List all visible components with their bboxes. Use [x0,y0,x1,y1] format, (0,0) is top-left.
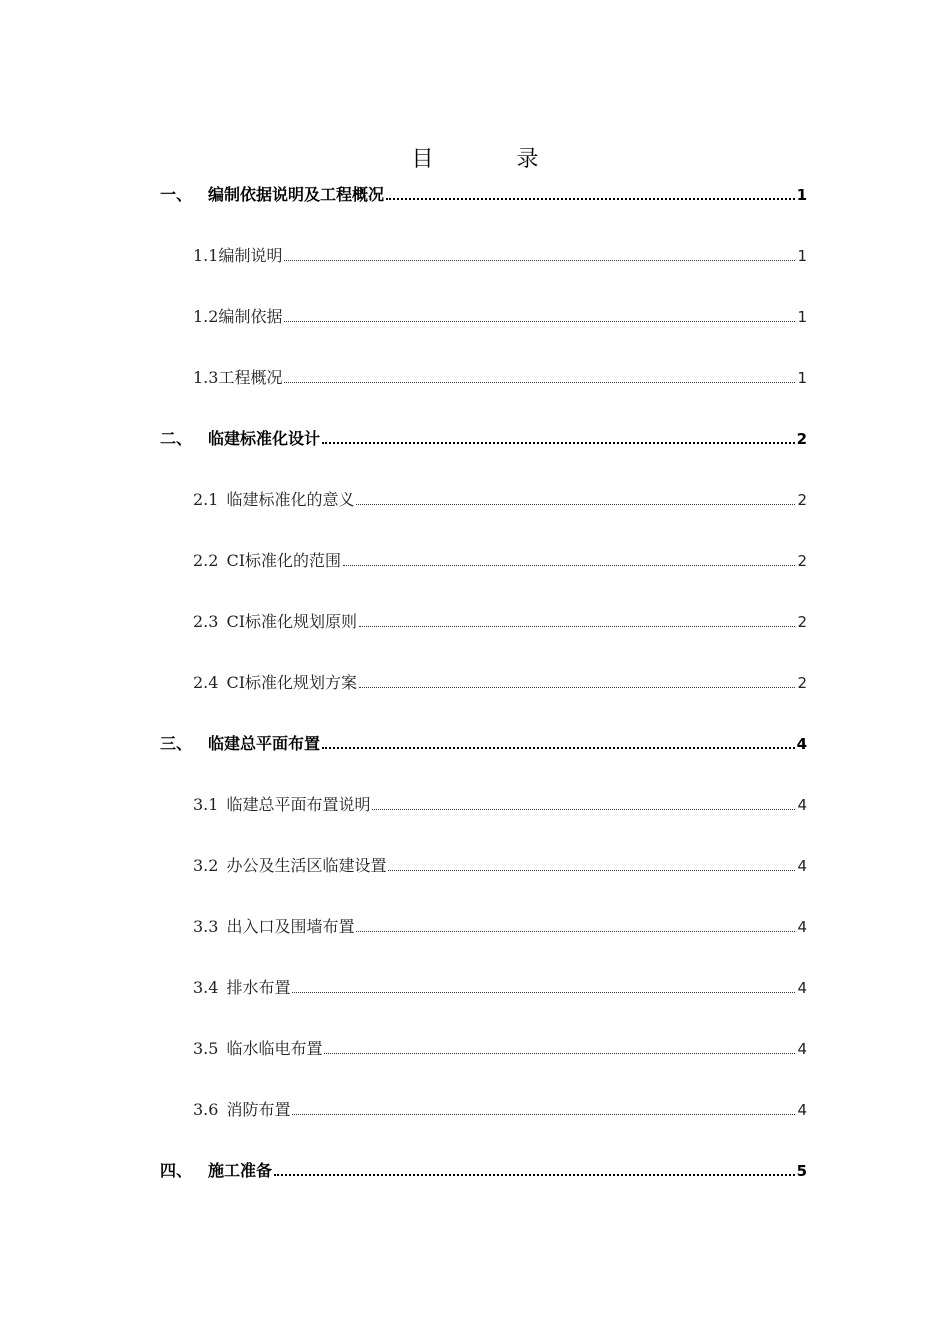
toc-page-number: 2 [797,552,807,570]
toc-section-entry[interactable] [160,486,807,547]
toc-entry-number: 3.4 [193,978,219,997]
toc-page-number: 1 [797,369,807,387]
toc-section-entry[interactable] [160,913,807,974]
toc-page-number: 2 [797,674,807,692]
toc-section-entry[interactable] [160,1096,807,1157]
toc-entry-title: 临建总平面布置说明 [226,795,371,814]
toc-section-entry[interactable] [160,547,807,608]
toc-page-number: 1 [797,247,807,265]
toc-entry-title: 临水临电布置 [226,1039,323,1058]
toc-dot-leader [372,809,795,810]
toc-page-number: 4 [797,1040,807,1058]
toc-page-number: 4 [797,979,807,997]
toc-dot-leader [324,1053,795,1054]
toc-dot-leader [356,504,795,505]
toc-entry-number: 1.3 [193,368,219,387]
toc-chapter-entry[interactable] [160,425,807,486]
toc-section-entry[interactable] [160,1035,807,1096]
toc-entry-title: 编制依据说明及工程概况 [208,185,385,204]
toc-dot-leader [322,747,795,749]
toc-list [160,181,807,1218]
toc-dot-leader [388,870,795,871]
toc-entry-number: 2.4 [193,673,219,692]
toc-entry-number: 四、 [160,1161,193,1180]
toc-entry-number: 2.1 [193,490,219,509]
toc-entry-title: 编制说明 [218,246,283,265]
toc-entry-number: 1.1 [193,246,219,265]
toc-dot-leader [292,1114,795,1115]
toc-dot-leader [284,321,795,322]
toc-dot-leader [284,260,795,261]
toc-page-number: 1 [797,308,807,326]
toc-page-number: 4 [797,796,807,814]
toc-entry-title: 消防布置 [226,1100,291,1119]
toc-entry-title: 施工准备 [208,1161,273,1180]
toc-entry-number: 2.2 [193,551,219,570]
toc-dot-leader [292,992,795,993]
toc-entry-number: 3.3 [193,917,219,936]
toc-page-number: 2 [796,430,807,448]
toc-entry-title: 工程概况 [218,368,283,387]
toc-entry-title: 临建标准化的意义 [226,490,355,509]
toc-entry-title: 排水布置 [226,978,291,997]
toc-section-entry[interactable] [160,669,807,730]
toc-page-number: 4 [796,735,807,753]
toc-entry-number: 二、 [160,429,193,448]
toc-entry-title: 办公及生活区临建设置 [226,856,387,875]
toc-entry-title: CI标准化规划原则 [226,612,358,631]
toc-page-number: 1 [796,186,807,204]
toc-page-number: 4 [797,1101,807,1119]
toc-chapter-entry[interactable] [160,181,807,242]
toc-section-entry[interactable] [160,242,807,303]
toc-entry-title: 编制依据 [218,307,283,326]
toc-entry-number: 3.1 [193,795,219,814]
toc-entry-title: CI标准化规划方案 [226,673,358,692]
toc-section-entry[interactable] [160,852,807,913]
toc-section-entry[interactable] [160,974,807,1035]
toc-entry-number: 3.6 [193,1100,219,1119]
toc-page-number: 4 [797,857,807,875]
toc-dot-leader [386,198,795,200]
toc-entry-number: 三、 [160,734,193,753]
toc-chapter-entry[interactable] [160,730,807,791]
toc-section-entry[interactable] [160,303,807,364]
toc-dot-leader [284,382,795,383]
toc-entry-number: 1.2 [193,307,219,326]
toc-entry-title: 临建标准化设计 [208,429,321,448]
toc-entry-title: 出入口及围墙布置 [226,917,355,936]
toc-dot-leader [274,1174,795,1176]
toc-entry-number: 3.5 [193,1039,219,1058]
toc-page-number: 2 [797,491,807,509]
toc-section-entry[interactable] [160,608,807,669]
toc-title: 目 录 [411,147,577,172]
toc-page-number: 5 [796,1162,807,1180]
toc-chapter-entry[interactable] [160,1157,807,1218]
toc-entry-title: CI标准化的范围 [226,551,342,570]
toc-dot-leader [359,626,795,627]
toc-entry-number: 3.2 [193,856,219,875]
toc-entry-number: 一、 [160,185,193,204]
toc-dot-leader [322,442,795,444]
toc-dot-leader [356,931,795,932]
toc-entry-number: 2.3 [193,612,219,631]
toc-dot-leader [343,565,795,566]
toc-page-number: 2 [797,613,807,631]
toc-page-number: 4 [797,918,807,936]
toc-section-entry[interactable] [160,791,807,852]
toc-dot-leader [359,687,795,688]
toc-section-entry[interactable] [160,364,807,425]
toc-entry-title: 临建总平面布置 [208,734,321,753]
